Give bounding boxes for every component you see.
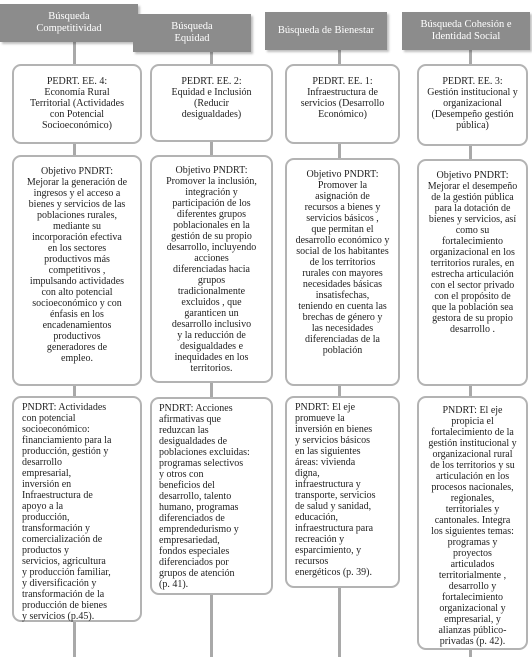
pndrt-box-bienestar xyxy=(285,396,400,588)
pndrt-text: PNDRT: Acciones afirmativas que reduzcan las desigualdades de poblaciones excluidas: programas selectivos y otros con beneficios del desarrollo, talento humano, programas diferenciados de emprendedurismo y empresariedad, fondos especiales diferenciados por grupos de atención (p. 41). xyxy=(159,403,250,590)
objective-text: Objetivo PNDRT: Promover la asignación de recursos a bienes y servicios básicos , que permitan el desarrollo económico y social de los habitantes de los territorios rurales con mayores necesidades básicas insatisfechas, teniendo en cuenta las brechas de género y las necesidades diferenciadas de la población xyxy=(295,169,390,356)
pedrt-box-cohesion xyxy=(417,64,528,146)
pedrt-box-bienestar xyxy=(285,64,400,144)
pndrt-text: PNDRT: El eje promueve la inversión en bienes y servicios básicos en las siguientes áreas: vivienda digna, infraestructura y transporte, servicios de salud y sanidad, educación, infraestructura para recreación y esparcimiento, y recursos energéticos (p. 39). xyxy=(295,402,376,578)
pndrt-text: PNDRT: El eje propicia el fortalecimiento de la gestión institucional y organizacional rural de los territorios y su articulación en los procesos nacionales, regionales, territoriales y cantonales. Integra los siguientes temas: programas y proyectos articulados territorialmente , desarrollo y fortalecimiento organizacional y empresarial, y alianzas público- privadas (p. 42). xyxy=(428,405,517,647)
pndrt-text: PNDRT: Actividades con potencial socioeconómico: financiamiento para la producción, gestión y desarrollo empresarial, inversión en Infraestructura de apoyo a la producción, transformación y comercialización de productos y servicios, agricultura y producción familiar, y diversificación y transformación de la producción de bienes y servicios (p.45). xyxy=(22,402,112,622)
pndrt-box-equidad xyxy=(150,397,273,595)
header-equidad: Búsqueda Equidad xyxy=(133,14,251,52)
header-bienestar: Búsqueda de Bienestar xyxy=(265,12,387,50)
header-competitividad: Búsqueda Competitividad xyxy=(0,4,138,42)
pedrt-text: PEDRT. EE. 2: Equidad e Inclusión (Reducir desigualdades) xyxy=(171,76,252,120)
pedrt-text: PEDRT. EE. 4: Economía Rural Territorial (Actividades con Potencial Socioeconómico) xyxy=(30,76,124,131)
objective-text: Objetivo PNDRT: Mejorar el desempeño de la gestión pública para la dotación de bienes y servicios, así como su fortalecimiento organizacional en los territorios rurales, en estrecha articulación con el sector privado con el propósito de que la población sea gestora de su propio desarrollo . xyxy=(427,170,518,335)
pedrt-box-equidad xyxy=(150,64,273,142)
header-cohesion: Búsqueda Cohesión e Identidad Social xyxy=(402,12,530,50)
objective-box-equidad xyxy=(150,155,273,383)
objective-text: Objetivo PNDRT: Promover la inclusión, integración y participación de los diferentes grupos poblacionales en la gestión de su propio desarrollo, incluyendo acciones diferenciadas hacia grupos tradicionalmente excluidos , que garanticen un desarrollo inclusivo y la reducción de desigualdades e inequidades en los territorios. xyxy=(166,165,257,374)
pedrt-text: PEDRT. EE. 1: Infraestructura de servicios (Desarrollo Económico) xyxy=(300,76,385,120)
objective-text: Objetivo PNDRT: Mejorar la generación de ingresos y el acceso a bienes y servicios de las poblaciones rurales, mediante su incorporación efectiva en los sectores productivos más competitivos , impulsando actividades con alto potencial socioeconómico y con énfasis en los encadenamientos productivos generadores de empleo. xyxy=(26,166,128,364)
objective-box-competitividad xyxy=(12,155,142,386)
objective-box-cohesion xyxy=(417,159,528,386)
pedrt-box-competitividad xyxy=(12,64,142,144)
objective-box-bienestar xyxy=(285,158,400,386)
pndrt-box-cohesion xyxy=(417,396,528,650)
pedrt-text: PEDRT. EE. 3: Gestión institucional y organizacional (Desempeño gestión pública) xyxy=(427,76,518,131)
pndrt-box-competitividad xyxy=(12,396,142,622)
